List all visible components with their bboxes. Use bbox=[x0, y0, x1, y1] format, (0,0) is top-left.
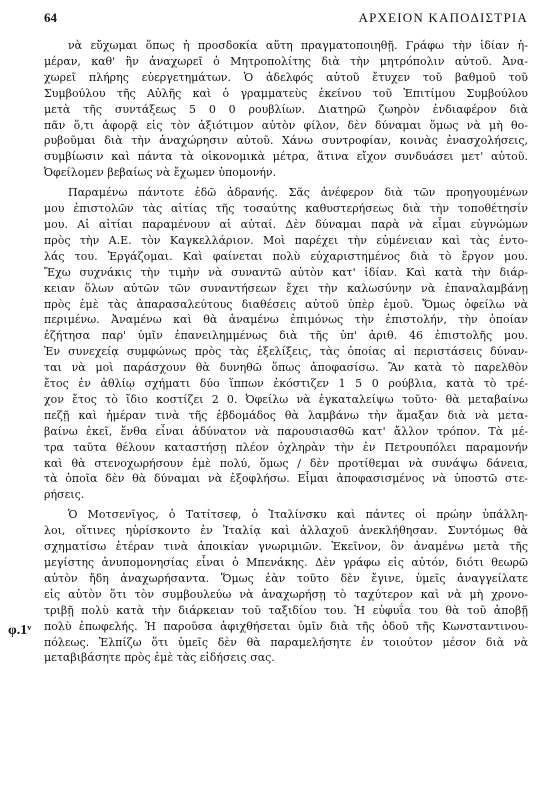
page-number: 64 bbox=[44, 10, 57, 25]
text-line: τριβῇ πολὺ κατὰ τὴν διάρκειαν τοῦ ταξιδίου του. Ἡ εὐφυΐα του θὰ τοῦ ἀποβῇ bbox=[44, 603, 528, 617]
text-line: ἔτος ἐν ἀθλίῳ σχήματι δύο ἵππων ἐκόστιζεν 1 5 0 ρούβλια, κατὰ τὸ τρέ- bbox=[44, 377, 528, 391]
text-line: πεζῇ καὶ ἡμέραν τινὰ τῆς ἑβδομάδος θὰ λαμβάνω τὴν ἅμαξαν διὰ νὰ μετα- bbox=[44, 408, 528, 422]
paragraph bbox=[44, 507, 528, 666]
text-line: καὶ θὰ στενοχωρήσουν ἐμὲ πολύ, ὅμως / δὲν προτίθεμαι νὰ συνάψω δάνεια, bbox=[44, 456, 528, 470]
text-line: μου ἐπιστολῶν τὰς αἰτίας τῆς τοσαύτης καθυστερήσεως διὰ τὴν τοποθέτησίν bbox=[44, 202, 528, 216]
text-line: Συμβούλου τῆς Αὐλῆς καὶ ὁ γραμματεὺς ἐκείνου τοῦ Ἐπιτίμου Συμβούλου bbox=[44, 86, 528, 100]
text-line: ἐζήτησα παρ' ὑμῖν ἐπανειλημμένως διὰ τῆς ὑπ' ἀριθ. 46 ἐπιστολῆς μου. bbox=[44, 329, 528, 343]
text-line: πόλεως. Ἐλπίζω ὅτι ὑμεῖς δὲν θὰ παραμελήσητε ἐν τοιούτον μέσον διὰ νὰ bbox=[44, 635, 528, 649]
text-line: Ἐν συνεχείᾳ συμφώνως πρὸς τὰς ἐξελίξεις, τὰς ὁποίας αἱ περιστάσεις δύναν- bbox=[44, 345, 528, 359]
text-line: μεταβιβάσητε πρὸς ἐμὲ τὰς εἰδήσεις σας. bbox=[44, 651, 275, 665]
text-line: Ὁ Μοτσενῖγος, ὁ Τατίτσεφ, ὁ Ἰταλίνσκυ καὶ πάντες οἱ πρώην ὑπάλλη- bbox=[68, 508, 528, 522]
running-title: ΑΡΧΕΙΟΝ ΚΑΠΟΔΙΣΤΡΙΑ bbox=[358, 10, 528, 25]
text-line: εἰς αὐτὸν ὅτι τὸν συμβουλεύω νὰ ἀναχωρήσῃ τὸ ταχύτερον καὶ νὰ μὴ χρονο- bbox=[44, 587, 528, 601]
folio-marker: φ.1ᵛ bbox=[8, 623, 32, 638]
text-line: νὰ εὔχωμαι ὅπως ἡ προσδοκία αὕτη πραγματοποιηθῇ. Γράφω τὴν ἰδίαν ἡ- bbox=[68, 39, 528, 52]
text-line: περιμένω. Ἀναμένω καὶ θὰ ἀναμένω ἐπιμόνως τὴν ἐπιστολήν, τὴν ὁποίαν bbox=[44, 313, 528, 327]
text-line: χωρεῖ πλήρης εὐεργετημάτων. Ὁ ἀδελφός αὐτοῦ ἔτυχεν τοῦ βαθμοῦ τοῦ bbox=[44, 70, 528, 84]
text-line: τὰ ὁποῖα δὲν θὰ δύναμαι νὰ ἐξοφλήσω. Εἶμαι ἀποφασισμένος νὰ ὑποστῶ στε- bbox=[44, 472, 528, 486]
text-line: σχηματίσω ἑτέραν τινὰ ἀποικίαν γνωριμιῶν. Ἐκεῖνον, ὃν ἀναμένω μετὰ τῆς bbox=[44, 540, 528, 554]
paragraph bbox=[44, 185, 528, 503]
paragraph bbox=[44, 38, 528, 181]
text-line: τρα ταῦτα θέλουν καταστήσῃ πλέον ὀχληρὰν τὴν ἐν Πετρουπόλει παραμονήν bbox=[44, 440, 528, 454]
text-line: χον ἔτος τὸ ἴδιο κοστίζει 2 0. Ὀφείλω νὰ ἐγκαταλείψω τοῦτο· θὰ μεταβαίνω bbox=[44, 392, 528, 406]
text-line: Παραμένω πάντοτε ἐδῶ ἀδρανής. Σᾶς ἀνέφερον διὰ τῶν προηγουμένων bbox=[68, 186, 528, 200]
text-line: μετὰ τῆς συντάξεως 5 0 0 ρουβλίων. Διατηρῶ ζωηρὸν ἐνδιαφέρον διὰ bbox=[44, 102, 528, 116]
page-header bbox=[44, 10, 528, 32]
text-line: λάς του. Ἐργάζομαι. Καὶ φαίνεται πολὺ εὐχαριστημένος διὰ τὸ ἔργον μου. bbox=[44, 249, 528, 263]
text-line: αὐτὸν ἤδη ἀναχωρήσαντα. Ὅμως ἐὰν τοῦτο δὲν ἔγινε, ὑμεῖς ἀναγγείλατε bbox=[44, 571, 528, 585]
text-line: λοι, οἵτινες ηὑρίσκοντο ἐν Ἰταλίᾳ καὶ ἀλλαχοῦ ἀνεκλήθησαν. Συντόμως θὰ bbox=[44, 524, 528, 538]
text-line: βαίνω ἐκεῖ, ἔνθα εἶναι ἀδύνατον νὰ παρουσιασθῶ κατ' ἄλλον τρόπον. Τὰ μέ- bbox=[44, 424, 528, 438]
text-line: πολὺ ἐπωφελής. Ἡ παροῦσα ἀφιχθήσεται ὑμῖν διὰ τῆς ὁδοῦ τῆς Κωνσταντινου- bbox=[44, 619, 528, 633]
text-line: μέραν, καθ' ἣν ἀναχωρεῖ ὁ Μητροπολίτης διὰ τὴν μητρόπολιν αὐτοῦ. Ἀνα- bbox=[44, 54, 528, 68]
text-line: πρὸς τὴν Α.Ε. τὸν Καγκελλάριον. Μοὶ παρέχει τὴν εὐμένειαν καὶ τὰς ἐντο- bbox=[44, 233, 528, 247]
body-text bbox=[44, 38, 528, 670]
text-line: συμβίωσιν καὶ πάντα τὰ οἰκονομικὰ μέτρα, ἅτινα εἴχον συνδυάσει μετ' αὐτοῦ. bbox=[44, 150, 528, 164]
text-line: πρὸς ἐμὲ τὰς ἀπαρασαλεύτους διαθέσεις αὐτοῦ ὑπὲρ ἐμοῦ. Ὅμως ὀφείλω νὰ bbox=[44, 297, 528, 311]
text-line: μου. Αἱ αἰτίαι παραμένουν αἱ αὐταί. Δὲν δύναμαι παρὰ νὰ εἶμαι εὐγνώμων bbox=[44, 217, 528, 231]
text-line: Ὀφείλομεν βεβαίως νὰ ἔχωμεν ὑπομονήν. bbox=[44, 166, 277, 180]
text-line: ται νὰ μοὶ παράσχουν θὰ δυνηθῶ ὅπως ἀποφασίσω. Ἂν κατὰ τὸ παρελθὸν bbox=[44, 361, 528, 375]
text-line: ρυβοῦμαι διὰ τὴν ἀναχώρησιν αὐτοῦ. Χάνω συντροφίαν, κοινὰς ἐνασχολήσεις, bbox=[44, 134, 528, 148]
text-line: μεγίστης ἀνυπομονησίας εἶναι ὁ Μπενάκης. Δὲν γράφω εἰς αὐτόν, διότι θεωρῶ bbox=[44, 556, 528, 569]
text-line: Ἔχω συχνάκις τὴν τιμὴν νὰ συναντῶ αὐτὸν κατ' ἰδίαν. Καὶ κατὰ τὴν διάρ- bbox=[44, 265, 528, 279]
text-line: κειαν ὅλων αὐτῶν τῶν συναντήσεων ἔχει τὴν καλωσύνην νὰ ἐπαναλαμβάνῃ bbox=[44, 281, 528, 295]
text-line: ρήσεις. bbox=[44, 488, 85, 502]
text-line: πᾶν ὅ,τι ἀφορᾷ εἰς τὸν ἀξιότιμον αὐτὸν φίλον, δὲν δύναμαι ὅμως νὰ μὴ θο- bbox=[44, 118, 528, 132]
